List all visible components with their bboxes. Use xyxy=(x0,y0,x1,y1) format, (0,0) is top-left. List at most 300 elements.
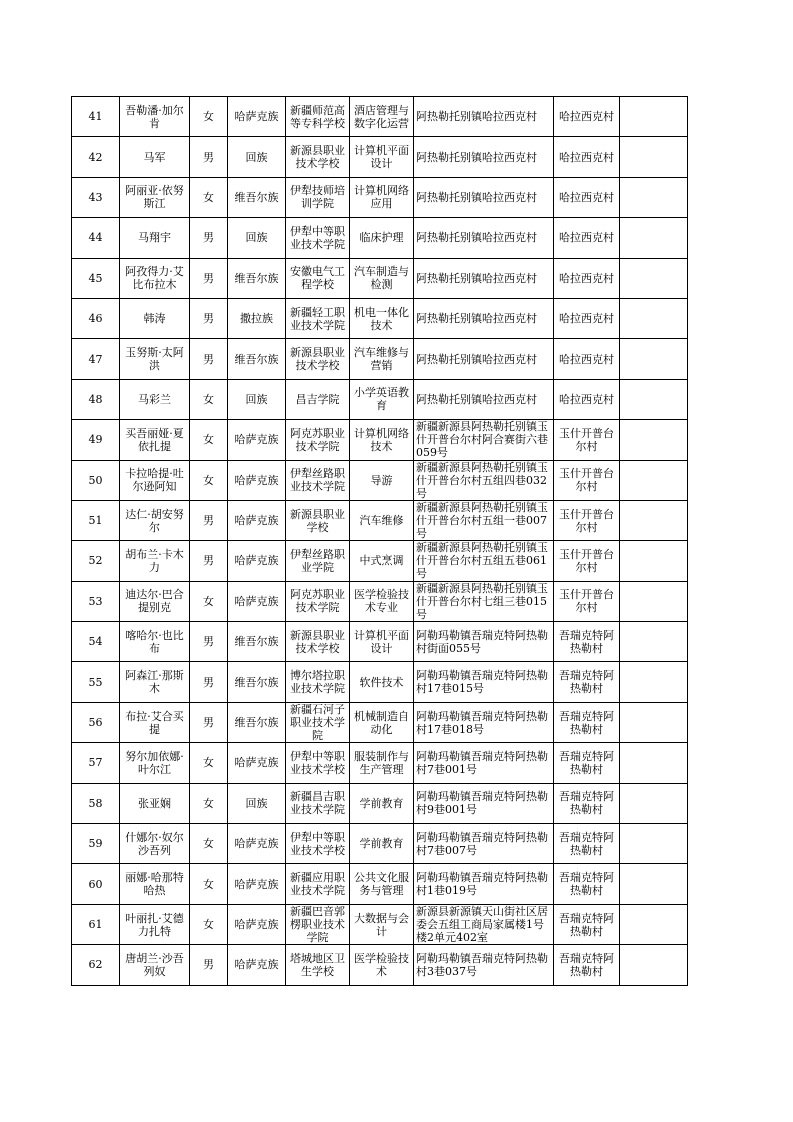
ethnicity-cell xyxy=(228,97,286,137)
school: 新疆轻工职业技术学院 xyxy=(290,305,345,332)
village: 哈拉西克村 xyxy=(559,231,614,245)
village: 吾瑞克特阿热勒村 xyxy=(559,871,614,898)
village: 玉什开普台尔村 xyxy=(559,467,614,494)
home-address-cell xyxy=(414,904,554,944)
table-row xyxy=(72,622,688,662)
school-cell xyxy=(286,904,350,944)
gender: 男 xyxy=(203,271,214,285)
village: 吾瑞克特阿热勒村 xyxy=(559,790,614,817)
row-number-cell xyxy=(72,137,120,177)
ethnicity-cell xyxy=(228,581,286,621)
major: 小学英语教育 xyxy=(354,386,409,413)
school-cell xyxy=(286,97,350,137)
home-address: 阿勒玛勒镇吾瑞克特阿热勒村3巷037号 xyxy=(416,951,548,978)
village: 哈拉西克村 xyxy=(559,150,614,164)
home-address: 阿勒玛勒镇吾瑞克特阿热勒村17巷018号 xyxy=(416,709,548,736)
school: 昌吉学院 xyxy=(295,392,340,406)
student-name-cell xyxy=(120,824,190,864)
gender-cell xyxy=(190,864,228,904)
village: 玉什开普台尔村 xyxy=(559,547,614,574)
remarks-cell xyxy=(620,945,688,985)
school: 伊犁中等职业技术学校 xyxy=(290,749,345,776)
row-number: 61 xyxy=(88,918,103,931)
student-name-cell xyxy=(120,500,190,540)
student-name-cell xyxy=(120,97,190,137)
table-row xyxy=(72,137,688,177)
row-number-cell xyxy=(72,97,120,137)
gender: 男 xyxy=(203,150,214,164)
village-cell xyxy=(554,500,620,540)
village: 哈拉西克村 xyxy=(559,392,614,406)
home-address-cell xyxy=(414,541,554,581)
gender-cell xyxy=(190,258,228,298)
school: 伊犁技师培训学院 xyxy=(290,184,345,211)
ethnicity: 回族 xyxy=(245,231,268,245)
major: 大数据与会计 xyxy=(354,911,409,938)
ethnicity: 哈萨克族 xyxy=(234,554,279,568)
home-address: 新疆新源县阿热勒托别镇玉什开普台尔村阿合赛街六巷059号 xyxy=(416,420,548,460)
home-address: 阿勒玛勒镇吾瑞克特阿热勒村7巷007号 xyxy=(416,830,548,857)
gender: 女 xyxy=(203,877,214,891)
ethnicity: 哈萨克族 xyxy=(234,918,279,931)
row-number-cell xyxy=(72,379,120,419)
school-cell xyxy=(286,945,350,985)
row-number-cell xyxy=(72,945,120,985)
ethnicity-cell xyxy=(228,904,286,944)
school-cell xyxy=(286,339,350,379)
remarks-cell xyxy=(620,702,688,742)
home-address: 阿勒玛勒镇吾瑞克特阿热勒村9巷001号 xyxy=(416,790,548,817)
student-name: 努尔加依娜·叶尔江 xyxy=(125,749,184,776)
village-cell xyxy=(554,622,620,662)
village-cell xyxy=(554,581,620,621)
row-number-cell xyxy=(72,783,120,823)
gender-cell xyxy=(190,339,228,379)
remarks-cell xyxy=(620,864,688,904)
school: 阿克苏职业技术学院 xyxy=(290,588,345,615)
gender: 女 xyxy=(203,918,214,931)
ethnicity: 维吾尔族 xyxy=(234,635,279,649)
major-cell xyxy=(350,298,414,338)
major: 医学检验技术专业 xyxy=(354,588,409,615)
home-address-cell xyxy=(414,137,554,177)
ethnicity: 哈萨克族 xyxy=(234,473,279,487)
gender-cell xyxy=(190,177,228,217)
row-number-cell xyxy=(72,541,120,581)
table-row xyxy=(72,783,688,823)
table-row xyxy=(72,824,688,864)
remarks-cell xyxy=(620,339,688,379)
student-name: 马军 xyxy=(143,150,166,164)
home-address-cell xyxy=(414,824,554,864)
row-number-cell xyxy=(72,460,120,500)
table-row xyxy=(72,177,688,217)
school: 伊犁丝路职业学院 xyxy=(290,547,345,574)
ethnicity: 维吾尔族 xyxy=(234,675,279,689)
school-cell xyxy=(286,824,350,864)
ethnicity-cell xyxy=(228,379,286,419)
remarks-cell xyxy=(620,258,688,298)
row-number: 62 xyxy=(88,958,103,972)
gender: 女 xyxy=(203,756,214,770)
student-name: 丽娜·哈那特哈热 xyxy=(125,871,184,898)
village: 吾瑞克特阿热勒村 xyxy=(559,911,614,938)
major: 学前教育 xyxy=(359,837,404,851)
home-address: 阿热勒托别镇哈拉西克村 xyxy=(416,312,537,326)
student-name-cell xyxy=(120,379,190,419)
row-number-cell xyxy=(72,339,120,379)
major-cell xyxy=(350,97,414,137)
table-row xyxy=(72,702,688,742)
student-name-cell xyxy=(120,743,190,783)
row-number: 56 xyxy=(88,716,103,730)
home-address-cell xyxy=(414,622,554,662)
gender-cell xyxy=(190,662,228,702)
village-cell xyxy=(554,702,620,742)
school: 博尔塔拉职业技术学院 xyxy=(290,669,345,696)
village-cell xyxy=(554,420,620,460)
student-name-cell xyxy=(120,581,190,621)
ethnicity-cell xyxy=(228,783,286,823)
student-name-cell xyxy=(120,662,190,702)
village: 吾瑞克特阿热勒村 xyxy=(559,709,614,736)
major-cell xyxy=(350,420,414,460)
student-name: 叶丽扎·艾德力扎特 xyxy=(125,911,184,938)
home-address-cell xyxy=(414,379,554,419)
village-cell xyxy=(554,379,620,419)
major-cell xyxy=(350,581,414,621)
school: 新源县职业技术学校 xyxy=(290,628,345,655)
major-cell xyxy=(350,177,414,217)
student-name: 迪达尔·巴合提别克 xyxy=(125,588,184,615)
major-cell xyxy=(350,702,414,742)
village-cell xyxy=(554,945,620,985)
ethnicity: 哈萨克族 xyxy=(234,594,279,608)
home-address-cell xyxy=(414,258,554,298)
ethnicity: 维吾尔族 xyxy=(234,716,279,730)
gender-cell xyxy=(190,137,228,177)
row-number: 44 xyxy=(88,231,103,245)
student-name: 什娜尔·奴尔沙吾列 xyxy=(125,830,184,857)
major-cell xyxy=(350,662,414,702)
ethnicity: 回族 xyxy=(245,392,268,406)
row-number: 52 xyxy=(88,554,103,568)
village: 吾瑞克特阿热勒村 xyxy=(559,628,614,655)
gender-cell xyxy=(190,218,228,258)
school: 新疆师范高等专科学校 xyxy=(290,103,345,130)
home-address: 新疆新源县阿热勒托别镇玉什开普台尔村五组五巷061号 xyxy=(416,541,548,581)
home-address-cell xyxy=(414,339,554,379)
table-row xyxy=(72,541,688,581)
gender-cell xyxy=(190,945,228,985)
student-name-cell xyxy=(120,460,190,500)
village: 吾瑞克特阿热勒村 xyxy=(559,669,614,696)
ethnicity: 回族 xyxy=(245,150,268,164)
gender-cell xyxy=(190,420,228,460)
major: 中式烹调 xyxy=(359,554,404,568)
gender: 男 xyxy=(203,514,214,528)
home-address-cell xyxy=(414,218,554,258)
row-number-cell xyxy=(72,904,120,944)
row-number-cell xyxy=(72,218,120,258)
school: 伊犁中等职业技术学院 xyxy=(290,224,345,251)
table-row xyxy=(72,945,688,985)
ethnicity: 撒拉族 xyxy=(240,312,273,326)
gender-cell xyxy=(190,743,228,783)
table-row xyxy=(72,460,688,500)
table-row xyxy=(72,97,688,137)
row-number-cell xyxy=(72,581,120,621)
remarks-cell xyxy=(620,460,688,500)
row-number: 42 xyxy=(88,150,103,164)
ethnicity-cell xyxy=(228,864,286,904)
school: 伊犁中等职业技术学校 xyxy=(290,830,345,857)
village-cell xyxy=(554,824,620,864)
village: 吾瑞克特阿热勒村 xyxy=(559,830,614,857)
school: 伊犁丝路职业技术学院 xyxy=(290,467,345,494)
major-cell xyxy=(350,258,414,298)
gender-cell xyxy=(190,97,228,137)
home-address-cell xyxy=(414,500,554,540)
village: 玉什开普台尔村 xyxy=(559,588,614,615)
major: 计算机网络应用 xyxy=(354,184,409,211)
row-number-cell xyxy=(72,864,120,904)
gender: 男 xyxy=(203,312,214,326)
home-address: 阿热勒托别镇哈拉西克村 xyxy=(416,190,537,204)
table-row xyxy=(72,581,688,621)
ethnicity-cell xyxy=(228,298,286,338)
village: 哈拉西克村 xyxy=(559,110,614,124)
school: 新源县职业技术学校 xyxy=(290,346,345,373)
major-cell xyxy=(350,864,414,904)
ethnicity: 哈萨克族 xyxy=(234,958,279,972)
school: 安徽电气工程学校 xyxy=(290,265,345,292)
remarks-cell xyxy=(620,420,688,460)
ethnicity-cell xyxy=(228,500,286,540)
school-cell xyxy=(286,460,350,500)
major: 机电一体化技术 xyxy=(354,305,409,332)
village-cell xyxy=(554,258,620,298)
village-cell xyxy=(554,662,620,702)
village-cell xyxy=(554,97,620,137)
student-name: 韩涛 xyxy=(143,312,166,326)
major: 导游 xyxy=(370,473,393,487)
home-address: 阿勒玛勒镇吾瑞克特阿热勒村17巷015号 xyxy=(416,669,548,696)
home-address-cell xyxy=(414,460,554,500)
gender-cell xyxy=(190,824,228,864)
ethnicity: 哈萨克族 xyxy=(234,514,279,528)
school-cell xyxy=(286,177,350,217)
village-cell xyxy=(554,339,620,379)
ethnicity-cell xyxy=(228,945,286,985)
home-address: 新疆新源县阿热勒托别镇玉什开普台尔村七组三巷015号 xyxy=(416,581,548,621)
student-name: 唐胡兰·沙吾列奴 xyxy=(125,951,184,978)
row-number: 58 xyxy=(88,796,103,810)
major: 汽车维修与营销 xyxy=(354,346,409,373)
row-number: 45 xyxy=(88,271,103,285)
major-cell xyxy=(350,541,414,581)
row-number: 55 xyxy=(88,675,103,689)
school-cell xyxy=(286,662,350,702)
village-cell xyxy=(554,904,620,944)
school-cell xyxy=(286,258,350,298)
student-name: 张亚娴 xyxy=(138,796,171,810)
gender-cell xyxy=(190,702,228,742)
student-name-cell xyxy=(120,622,190,662)
home-address-cell xyxy=(414,945,554,985)
remarks-cell xyxy=(620,622,688,662)
school-cell xyxy=(286,420,350,460)
major: 酒店管理与数字化运营 xyxy=(354,103,409,130)
school-cell xyxy=(286,500,350,540)
student-name: 阿丽亚·依努斯江 xyxy=(125,184,184,211)
student-name: 达仁·胡安努尔 xyxy=(125,507,184,534)
village-cell xyxy=(554,177,620,217)
row-number: 54 xyxy=(88,635,103,649)
student-name-cell xyxy=(120,945,190,985)
major-cell xyxy=(350,945,414,985)
student-name: 胡布兰·卡木力 xyxy=(125,547,184,574)
gender: 男 xyxy=(203,352,214,366)
ethnicity-cell xyxy=(228,258,286,298)
table-row xyxy=(72,258,688,298)
home-address-cell xyxy=(414,864,554,904)
home-address: 阿热勒托别镇哈拉西克村 xyxy=(416,352,537,366)
gender: 男 xyxy=(203,231,214,245)
student-name: 马彩兰 xyxy=(138,392,171,406)
row-number-cell xyxy=(72,500,120,540)
row-number-cell xyxy=(72,743,120,783)
gender: 女 xyxy=(203,110,214,124)
remarks-cell xyxy=(620,500,688,540)
ethnicity-cell xyxy=(228,137,286,177)
village-cell xyxy=(554,298,620,338)
ethnicity-cell xyxy=(228,218,286,258)
gender: 男 xyxy=(203,958,214,972)
gender-cell xyxy=(190,500,228,540)
gender-cell xyxy=(190,460,228,500)
table-row xyxy=(72,218,688,258)
ethnicity-cell xyxy=(228,420,286,460)
ethnicity-cell xyxy=(228,824,286,864)
home-address: 新疆新源县阿热勒托别镇玉什开普台尔村五组一巷007号 xyxy=(416,501,548,541)
village: 玉什开普台尔村 xyxy=(559,426,614,453)
student-name-cell xyxy=(120,258,190,298)
school-cell xyxy=(286,541,350,581)
remarks-cell xyxy=(620,218,688,258)
gender: 女 xyxy=(203,433,214,447)
student-name-cell xyxy=(120,137,190,177)
gender: 女 xyxy=(203,796,214,810)
home-address-cell xyxy=(414,420,554,460)
gender: 男 xyxy=(203,675,214,689)
ethnicity-cell xyxy=(228,541,286,581)
student-name-cell xyxy=(120,339,190,379)
village-cell xyxy=(554,743,620,783)
student-name-cell xyxy=(120,541,190,581)
student-name: 阿森江·那斯木 xyxy=(125,669,184,696)
village: 哈拉西克村 xyxy=(559,352,614,366)
ethnicity-cell xyxy=(228,702,286,742)
remarks-cell xyxy=(620,783,688,823)
row-number: 49 xyxy=(88,433,103,447)
major: 学前教育 xyxy=(359,796,404,810)
remarks-cell xyxy=(620,298,688,338)
major-cell xyxy=(350,339,414,379)
table-row xyxy=(72,298,688,338)
gender: 男 xyxy=(203,716,214,730)
home-address-cell xyxy=(414,783,554,823)
home-address: 阿热勒托别镇哈拉西克村 xyxy=(416,231,537,245)
village-cell xyxy=(554,460,620,500)
ethnicity-cell xyxy=(228,177,286,217)
ethnicity: 哈萨克族 xyxy=(234,433,279,447)
table-row xyxy=(72,743,688,783)
table-row xyxy=(72,339,688,379)
home-address: 阿热勒托别镇哈拉西克村 xyxy=(416,271,537,285)
row-number-cell xyxy=(72,622,120,662)
row-number-cell xyxy=(72,702,120,742)
home-address-cell xyxy=(414,581,554,621)
school-cell xyxy=(286,298,350,338)
gender-cell xyxy=(190,298,228,338)
row-number-cell xyxy=(72,298,120,338)
major-cell xyxy=(350,743,414,783)
row-number: 46 xyxy=(88,312,103,326)
school: 新疆巴音郭楞职业技术学院 xyxy=(290,905,345,944)
student-name: 阿孜得力·艾比布拉木 xyxy=(125,265,184,292)
major: 汽车维修 xyxy=(359,514,404,528)
village-cell xyxy=(554,137,620,177)
student-name: 喀哈尔·也比布 xyxy=(125,628,184,655)
gender: 女 xyxy=(203,190,214,204)
village: 哈拉西克村 xyxy=(559,271,614,285)
gender: 男 xyxy=(203,635,214,649)
school: 新疆应用职业技术学院 xyxy=(290,871,345,898)
gender: 女 xyxy=(203,837,214,851)
ethnicity: 维吾尔族 xyxy=(234,352,279,366)
ethnicity: 哈萨克族 xyxy=(234,877,279,891)
student-name-cell xyxy=(120,864,190,904)
major-cell xyxy=(350,218,414,258)
village-cell xyxy=(554,218,620,258)
school-cell xyxy=(286,622,350,662)
major-cell xyxy=(350,824,414,864)
ethnicity: 维吾尔族 xyxy=(234,271,279,285)
student-roster-table xyxy=(71,96,688,986)
village: 哈拉西克村 xyxy=(559,312,614,326)
remarks-cell xyxy=(620,662,688,702)
table-body xyxy=(72,97,688,986)
student-name-cell xyxy=(120,702,190,742)
ethnicity-cell xyxy=(228,460,286,500)
table-row xyxy=(72,904,688,944)
school-cell xyxy=(286,864,350,904)
ethnicity: 哈萨克族 xyxy=(234,110,279,124)
ethnicity-cell xyxy=(228,662,286,702)
village: 吾瑞克特阿热勒村 xyxy=(559,749,614,776)
ethnicity: 回族 xyxy=(245,796,268,810)
home-address: 阿勒玛勒镇吾瑞克特阿热勒村1巷019号 xyxy=(416,871,548,898)
major: 医学检验技术 xyxy=(354,951,409,978)
gender: 女 xyxy=(203,392,214,406)
student-name: 买吾丽娅·夏依扎提 xyxy=(125,426,184,453)
table-row xyxy=(72,379,688,419)
student-name-cell xyxy=(120,420,190,460)
school-cell xyxy=(286,702,350,742)
major-cell xyxy=(350,460,414,500)
table-row xyxy=(72,500,688,540)
